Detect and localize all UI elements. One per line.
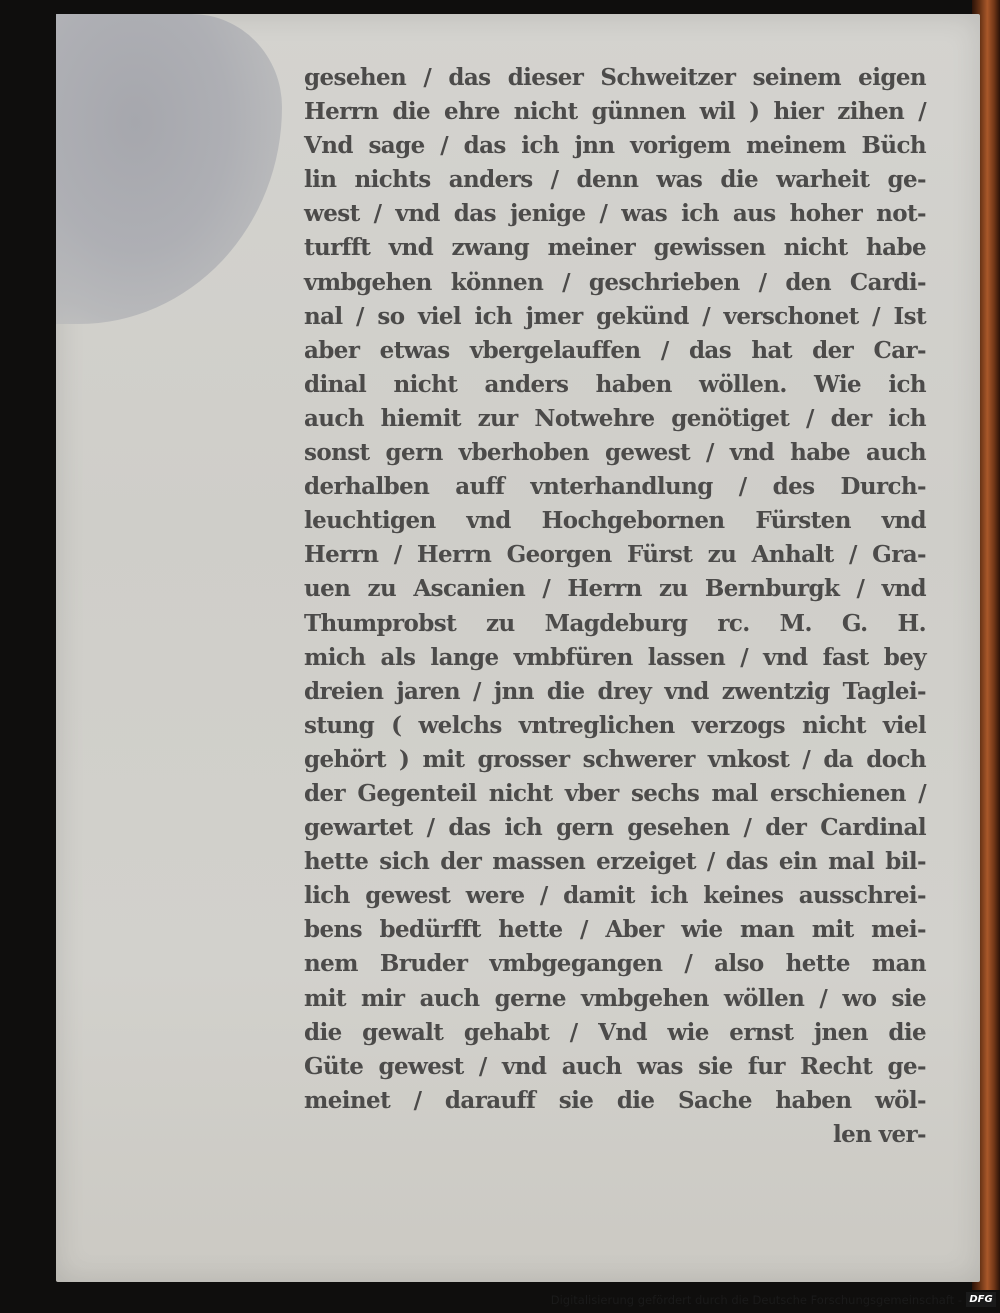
text-line: bens bedürfft hette / Aber wie man mit mei- bbox=[304, 916, 926, 944]
text-line: turfft vnd zwang meiner gewissen nicht habe bbox=[304, 234, 926, 262]
text-line: dreien jaren / jnn die drey vnd zwentzig Taglei- bbox=[304, 677, 926, 705]
text-line: derhalben auff vnterhandlung / des Durch- bbox=[304, 473, 926, 501]
text-line: west / vnd das jenige / was ich aus hoher not- bbox=[304, 200, 926, 228]
text-line: Güte gewest / vnd auch was sie fur Recht ge- bbox=[304, 1052, 926, 1080]
text-line: aber etwas vbergelauffen / das hat der Car- bbox=[304, 336, 926, 364]
text-line: der Gegenteil nicht vber sechs mal erschienen / bbox=[304, 779, 926, 807]
text-line: lin nichts anders / denn was die warheit ge- bbox=[304, 166, 926, 194]
catchword: len ver- bbox=[833, 1120, 926, 1148]
text-line: nal / so viel ich jmer gekünd / verschonet / Ist bbox=[304, 302, 926, 330]
text-line: stung ( welchs vntreglichen verzogs nicht viel bbox=[304, 711, 926, 739]
text-line: Herrn / Herrn Georgen Fürst zu Anhalt / Gra- bbox=[304, 541, 926, 569]
text-line: lich gewest were / damit ich keines ausschrei- bbox=[304, 882, 926, 910]
text-line: gehört ) mit grosser schwerer vnkost / da doch bbox=[304, 745, 926, 773]
text-line: mit mir auch gerne vmbgehen wöllen / wo sie bbox=[304, 984, 926, 1012]
dfg-logo: DFG bbox=[966, 1292, 996, 1307]
text-line: sonst gern vberhoben gewest / vnd habe auch bbox=[304, 439, 926, 467]
text-line: Thumprobst zu Magdeburg rc. M. G. H. bbox=[304, 609, 926, 637]
text-line: gewartet / das ich gern gesehen / der Cardinal bbox=[304, 814, 926, 842]
text-block bbox=[304, 61, 926, 1152]
text-line: hette sich der massen erzeiget / das ein mal bil- bbox=[304, 848, 926, 876]
text-line: vmbgehen können / geschrieben / den Cardi- bbox=[304, 268, 926, 296]
text-line: meinet / darauff sie die Sache haben wöl- bbox=[304, 1086, 926, 1114]
text-line: Vnd sage / das ich jnn vorigem meinem Büch bbox=[304, 132, 926, 160]
text-line: auch hiemit zur Notwehre genötiget / der ich bbox=[304, 404, 926, 432]
text-line: nem Bruder vmbgegangen / also hette man bbox=[304, 950, 926, 978]
water-stain bbox=[56, 14, 282, 324]
text-line: gesehen / das dieser Schweitzer seinem eigen bbox=[304, 64, 926, 91]
digitization-credit: Digitalisierung gefördert durch die Deutsche Forschungsgemeinschaft - bbox=[550, 1293, 962, 1307]
text-line: dinal nicht anders haben wöllen. Wie ich bbox=[304, 370, 926, 398]
text-line: Herrn die ehre nicht günnen wil ) hier zihen / bbox=[304, 98, 926, 126]
text-line: leuchtigen vnd Hochgebornen Fürsten vnd bbox=[304, 507, 926, 535]
text-line: uen zu Ascanien / Herrn zu Bernburgk / vnd bbox=[304, 575, 926, 603]
text-line: mich als lange vmbfüren lassen / vnd fast bey bbox=[304, 643, 926, 671]
text-line: die gewalt gehabt / Vnd wie ernst jnen die bbox=[304, 1018, 926, 1046]
